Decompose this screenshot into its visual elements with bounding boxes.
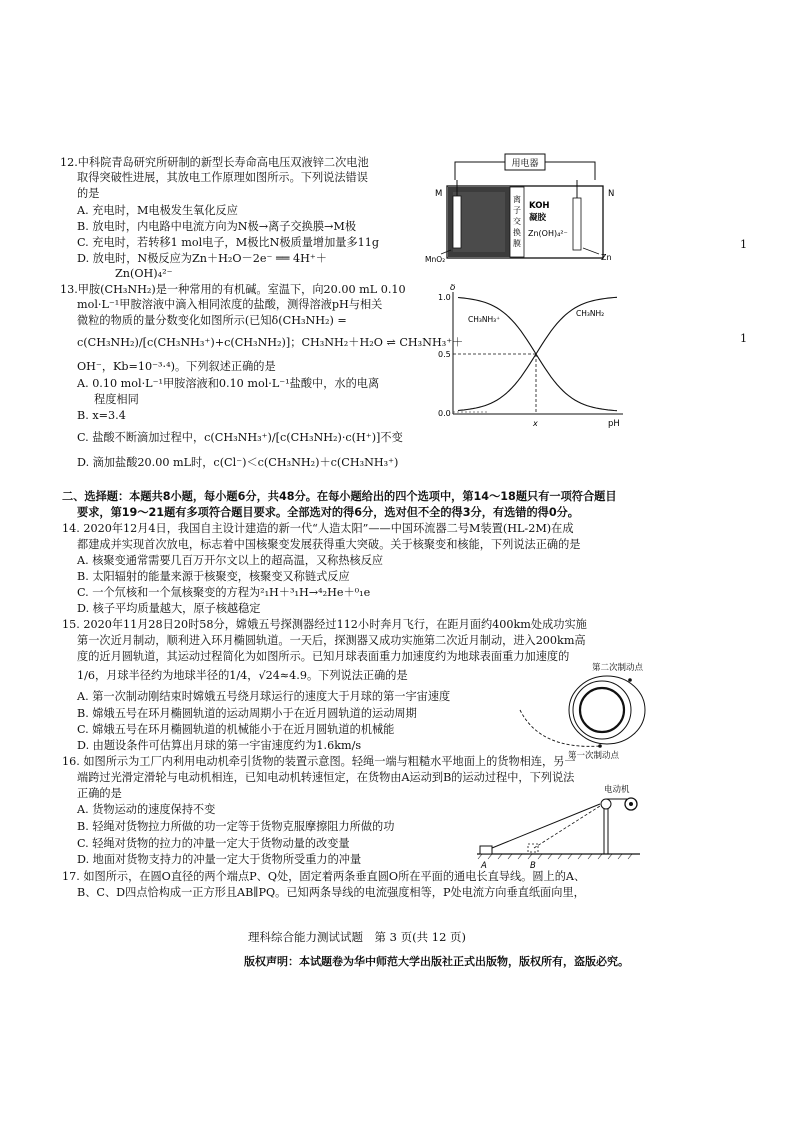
circuit-wire [545,162,595,180]
point-b-label: B [530,861,536,870]
q15-line: 第一次近月制动，顺利进入环月椭圆轨道。一天后，探测器又成功实施第二次近月制动，进入200km高 [77,634,586,647]
q13-formula: c(CH₃NH₂)/[c(CH₃NH₃⁺)+c(CH₃NH₂)]；CH₃NH₂＋H₂O ⇌ CH₃NH₃⁺＋ [77,336,464,349]
x-axis-label: pH [608,419,620,429]
q15-line: 15. 2020年11月28日20时58分，嫦娥五号探测器经过112小时奔月飞行，在距月面约400km处成功实施 [62,618,587,631]
y-tick-label: 0.5 [438,350,451,359]
battery-figure [425,150,625,265]
rope [492,804,600,848]
q16-option-b: B. 轻绳对货物拉力所做的功一定等于货物克服摩擦阻力所做的功 [77,820,395,833]
m-electrode [453,196,461,248]
q15-option-a: A. 第一次制动刚结束时嫦娥五号绕月球运行的速度大于月球的第一宇宙速度 [77,690,451,703]
moon [580,688,624,732]
motor-label: 电动机 [604,785,630,795]
n-label: N [608,189,615,199]
q16-option-c: C. 轻绳对货物的拉力的冲量一定大于货物动量的改变量 [77,837,350,850]
membrane-char: 离 [513,195,521,204]
series-label-ch3nh3: CH₃NH₃⁺ [468,315,501,324]
q14-option-d: D. 核子平均质量越大，原子核越稳定 [77,602,261,615]
q12-line: 取得突破性进展，其放电工作原理如图所示。下列说法错误 [77,171,368,184]
gel-label: 凝胶 [529,213,547,223]
circuit-wire [455,162,505,180]
membrane-char: 交 [513,217,521,226]
q14-line: 14. 2020年12月4日，我国自主设计建造的新一代“人造太阳”——中国环流器二号M装置(HL-2M)在成 [62,522,574,535]
q14-option-b: B. 太阳辐射的能量来源于核聚变，核聚变又称链式反应 [77,570,350,583]
zn-label: Zn [601,253,612,262]
first-brake-label: 第一次制动点 [568,751,620,760]
q14-option-a: A. 核聚变通常需要几百万开尔文以上的超高温，又称热核反应 [77,554,384,567]
q16-line: 端跨过光滑定滑轮与电动机相连，已知电动机转速恒定，在货物由A运动到B的运动过程中，下列说法 [77,771,575,784]
margin-mark: 1 [740,332,748,345]
y-axis-label: δ [450,284,456,293]
brake-point [628,678,632,682]
x-marker-label: x [533,419,538,428]
membrane-char: 子 [513,206,521,215]
koh-label: KOH [529,201,550,211]
motor-figure [472,782,642,870]
q14-line: 都建成并实现首次放电，标志着中国核聚变发展获得重大突破。关于核聚变和核能，下列说法正确的是 [77,538,581,551]
distribution-chart [428,284,628,434]
motor-axle [629,802,633,806]
y-tick-label: 1.0 [438,293,451,302]
q12-option-d: D. 放电时，N极反应为Zn＋H₂O－2e⁻ ══ 4H⁺＋ [77,252,327,265]
q12-line: 的是 [77,187,100,200]
load-label: 用电器 [511,159,539,169]
q12-option-a: A. 充电时，M电极发生氧化反应 [77,204,238,217]
ground-hatch [478,854,632,859]
mno2-label: MnO₂ [425,255,446,264]
q15-option-d: D. 由题设条件可估算出月球的第一宇宙速度约为1.6km/s [77,739,362,752]
q15-option-b: B. 嫦娥五号在环月椭圆轨道的运动周期小于在近月圆轨道的运动周期 [77,707,417,720]
cargo-box-b [528,844,538,852]
n-electrode [573,198,581,250]
q13-option-a: A. 0.10 mol·L⁻¹甲胺溶液和0.10 mol·L⁻¹盐酸中，水的电离 [77,377,380,390]
point-a-label: A [481,861,487,870]
q12-option-c: C. 充电时，若转移1 mol电子，M极比N极质量增加量多11g [77,236,380,249]
q15-option-c: C. 嫦娥五号在环月椭圆轨道的机械能小于在近月圆轨道的机械能 [77,723,395,736]
cargo-box [480,846,492,854]
y-tick-label: 0.0 [438,409,451,418]
q13-line: 13.甲胺(CH₃NH₂)是一种常用的有机碱。室温下，向20.00 mL 0.10 [60,283,406,296]
orbit-figure [510,660,670,760]
section2-line: 要求，第19～21题有多项符合题目要求。全部选对的得6分，选对但不全的得3分，有选错的得0分。 [77,506,579,519]
q13-line: OH⁻，Kb=10⁻³·⁴)。下列叙述正确的是 [77,360,276,373]
brake-point [598,744,602,748]
membrane-char: 换 [513,228,521,237]
q15-line: 度的近月圆轨道，其运动过程简化为如图所示。已知月球表面重力加速度约为地球表面重力加速度的 [77,650,570,663]
q13-line: 微粒的物质的量分数变化如图所示(已知δ(CH₃NH₂) = [77,314,347,327]
q13-option-a-cont: 程度相同 [94,393,139,406]
q12-line: 12.中科院青岛研究所研制的新型长寿命高电压双液锌二次电池 [60,156,369,169]
m-label: M [435,189,443,199]
q13-option-b: B. x=3.4 [77,409,126,422]
q12-option-d-cont: Zn(OH)₄²⁻ [115,267,173,280]
q13-option-c: C. 盐酸不断滴加过程中，c(CH₃NH₃⁺)/[c(CH₃NH₂)·c(H⁺)]不变 [77,431,403,444]
q12-option-b: B. 放电时，内电路中电流方向为N极→离子交换膜→M极 [77,220,357,233]
q15-line: 1/6，月球半径约为地球半径的1/4，√24≈4.9。下列说法正确的是 [77,669,408,682]
q16-option-a: A. 货物运动的速度保持不变 [77,803,216,816]
margin-mark: 1 [740,238,748,251]
series-label-ch3nh2: CH₃NH₂ [576,309,605,318]
q13-line: mol·L⁻¹甲胺溶液中滴入相同浓度的盐酸，测得溶液pH与相关 [77,298,383,311]
page-footer: 理科综合能力测试试题 第 3 页(共 12 页) [248,930,467,944]
q16-line: 正确的是 [77,787,122,800]
section2-line: 二、选择题：本题共8小题，每小题6分，共48分。在每小题给出的四个选项中，第14～18题只有一项符合题目 [62,490,617,503]
znoh-label: Zn(OH)₄²⁻ [528,229,568,238]
q17-line: 17. 如图所示，在圆O直径的两个端点P、Q处，固定着两条垂直圆O所在平面的通电长直导线。圆上的A、 [62,870,586,883]
second-brake-label: 第二次制动点 [592,663,644,673]
membrane-char: 膜 [513,239,521,248]
pulley [601,799,611,809]
q13-option-d: D. 滴加盐酸20.00 mL时，c(Cl⁻)＜c(CH₃NH₂)＋c(CH₃NH₃⁺) [77,456,399,469]
q17-line: B、C、D四点恰构成一正方形且AB∥PQ。已知两条导线的电流强度相等，P处电流方向垂直纸面向里， [77,886,585,899]
q16-line: 16. 如图所示为工厂内利用电动机牵引货物的装置示意图。轻绳一端与粗糙水平地面上的货物相连，另一 [62,755,576,768]
q14-option-c: C. 一个氘核和一个氚核聚变的方程为²₁H＋³₁H→⁴₂He＋⁰₁e [77,586,371,599]
q16-option-d: D. 地面对货物支持力的冲量一定大于货物所受重力的冲量 [77,853,362,866]
copyright-notice: 版权声明：本试题卷为华中师范大学出版社正式出版物，版权所有，盗版必究。 [244,955,629,968]
